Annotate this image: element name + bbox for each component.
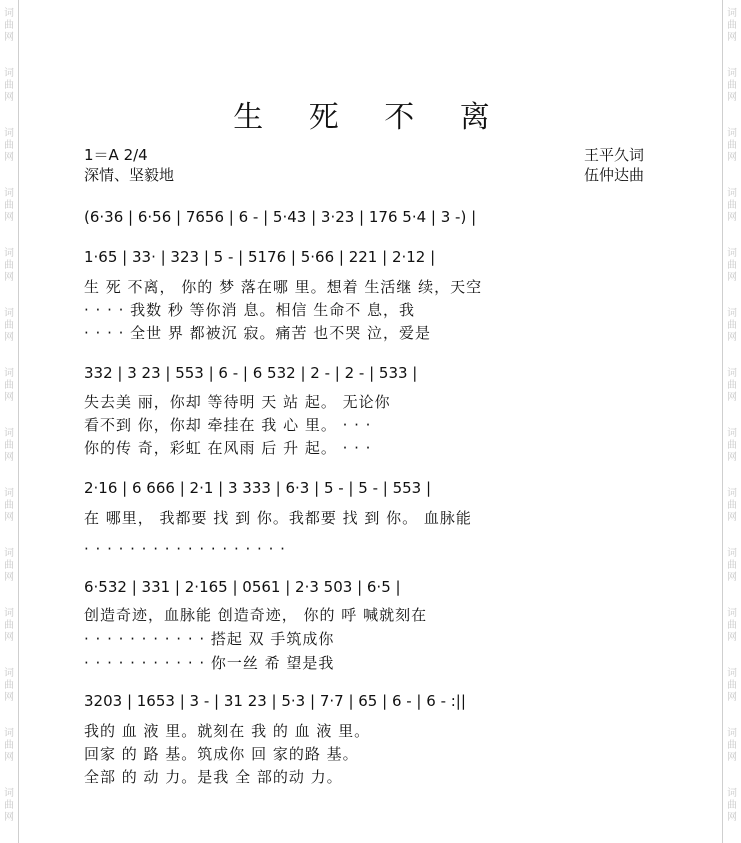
watermark-text: 词 曲 网 <box>727 8 737 43</box>
watermark-text: 词 曲 网 <box>727 608 737 643</box>
watermark-text: 词 曲 网 <box>4 668 14 703</box>
lyrics-line: 我的 血 液 里。就刻在 我 的 血 液 里。 <box>84 722 371 740</box>
watermark-text: 词 曲 网 <box>727 428 737 463</box>
lyrics-line: 看不到 你，你却 牵挂在 我 心 里。 · · · <box>84 416 372 434</box>
lyrics-line: · · · · 我数 秒 等你消 息。相信 生命不 息，我 <box>84 301 415 319</box>
lyrics-line: · · · · · · · · · · · 你一丝 希 望是我 <box>84 654 335 672</box>
lyrics-line: 创造奇迹，血脉能 创造奇迹， 你的 呼 喊就刻在 <box>84 606 428 624</box>
notes-system-5: 6·532 | 331 | 2·165 | 0561 | 2·3 503 | 6·5 | <box>84 578 401 596</box>
watermark-text: 词 曲 网 <box>727 728 737 763</box>
watermark-text: 词 曲 网 <box>727 308 737 343</box>
watermark-text: 词 曲 网 <box>727 548 737 583</box>
watermark-text: 词 曲 网 <box>4 728 14 763</box>
watermark-text: 词 曲 网 <box>4 188 14 223</box>
lyrics-line: 回家 的 路 基。筑成你 回 家的路 基。 <box>84 745 359 763</box>
lyrics-line: 生 死 不离， 你的 梦 落在哪 里。想着 生活继 续，天空 <box>84 278 483 296</box>
notes-system-2: 1·65 | 33· | 323 | 5 - | 5176 | 5·66 | 221 | 2·12 | <box>84 248 436 266</box>
watermark-text: 词 曲 网 <box>4 368 14 403</box>
lyrics-line: 失去美 丽，你却 等待明 天 站 起。 无论你 <box>84 393 391 411</box>
watermark-text: 词 曲 网 <box>727 248 737 283</box>
watermark-text: 词 曲 网 <box>4 488 14 523</box>
watermark-text: 词 曲 网 <box>727 488 737 523</box>
watermark-text: 词 曲 网 <box>727 128 737 163</box>
lyrics-line: 在 哪里， 我都要 找 到 你。我都要 找 到 你。 血脉能 <box>84 509 472 527</box>
notes-system-6: 3203 | 1653 | 3 - | 31 23 | 5·3 | 7·7 | 65 | 6 - | 6 - :|| <box>84 692 466 710</box>
watermark-text: 词 曲 网 <box>4 248 14 283</box>
watermark-text: 词 曲 网 <box>4 308 14 343</box>
lyrics-line: · · · · · · · · · · · 搭起 双 手筑成你 <box>84 630 335 648</box>
watermark-text: 词 曲 网 <box>4 8 14 43</box>
notes-system-1: (6·36 | 6·56 | 7656 | 6 - | 5·43 | 3·23 | 176 5·4 | 3 -) | <box>84 208 477 226</box>
watermark-text: 词 曲 网 <box>4 548 14 583</box>
watermark-text: 词 曲 网 <box>4 788 14 823</box>
watermark-text: 词 曲 网 <box>727 788 737 823</box>
lyrics-line: 你的传 奇，彩虹 在风雨 后 升 起。 · · · <box>84 439 372 457</box>
lyrics-line: 全部 的 动 力。是我 全 部的动 力。 <box>84 768 343 786</box>
lyricist-credit: 王平久词 <box>584 146 645 164</box>
notes-system-4: 2·16 | 6 666 | 2·1 | 3 333 | 6·3 | 5 - | 5 - | 553 | <box>84 479 432 497</box>
expression-marking: 深情、坚毅地 <box>84 166 175 184</box>
lyrics-line: · · · · · · · · · · · · · · · · · · <box>84 540 286 558</box>
key-signature: 1＝A 2/4 <box>84 146 148 164</box>
song-title: 生 死 不 离 <box>233 100 508 135</box>
watermark-text: 词 曲 网 <box>4 128 14 163</box>
watermark-text: 词 曲 网 <box>4 428 14 463</box>
composer-credit: 伍仲达曲 <box>584 166 645 184</box>
lyrics-line: · · · · 全世 界 都被沉 寂。痛苦 也不哭 泣，爱是 <box>84 324 431 342</box>
notes-system-3: 332 | 3 23 | 553 | 6 - | 6 532 | 2 - | 2 - | 533 | <box>84 364 418 382</box>
watermark-text: 词 曲 网 <box>727 68 737 103</box>
watermark-text: 词 曲 网 <box>727 668 737 703</box>
watermark-text: 词 曲 网 <box>727 368 737 403</box>
watermark-text: 词 曲 网 <box>4 68 14 103</box>
watermark-text: 词 曲 网 <box>727 188 737 223</box>
watermark-text: 词 曲 网 <box>4 608 14 643</box>
